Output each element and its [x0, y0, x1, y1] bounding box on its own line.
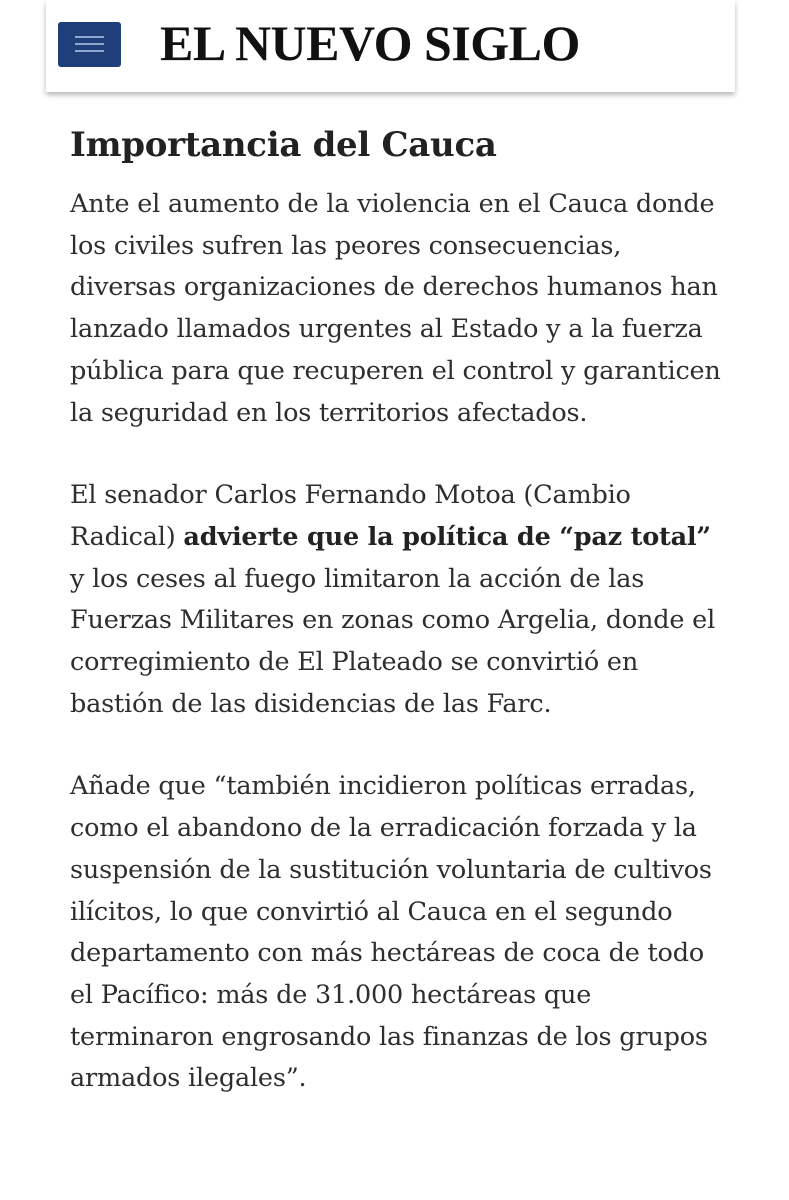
menu-button[interactable]	[58, 22, 121, 67]
page-margin	[0, 0, 46, 1200]
article-body	[70, 118, 730, 1100]
section-heading: Importancia del Cauca	[70, 125, 497, 165]
paragraph-2-text-start: El senador Carlos Fernando Motoa (Cambio Radical)	[70, 480, 631, 552]
article-paragraph-1: Ante el aumento de la violencia en el Cauca donde los civiles sufren las peores consecuencias, diversas organizaciones de derechos humanos han lanzado llamados urgentes al Estado y a la fuerza pública para que recuperen el control y garanticen la seguridad en los territorios afectados.	[70, 189, 721, 428]
article-paragraph-3: Añade que “también incidieron políticas erradas, como el abandono de la erradicación forzada y la suspensión de la sustitución voluntaria de cultivos ilícitos, lo que convirtió al Cauca en el segundo departamento con más hectáreas de coca de todo el Pacífico: más de 31.000 hectáreas que terminaron engrosando las finanzas de los grupos armados ilegales”.	[70, 771, 712, 1094]
site-header	[46, 0, 735, 92]
paragraph-2-text-end: y los ceses al fuego limitaron la acción de las Fuerzas Militares en zonas como Argelia, donde el corregimiento de El Plateado se convirtió en bastión de las disidencias de las Farc.	[70, 563, 716, 719]
hamburger-menu-icon	[75, 36, 104, 38]
paragraph-2-bold-link[interactable]: advierte que la política de “paz total”	[183, 521, 711, 552]
site-logo[interactable]: EL NUEVO SIGLO	[160, 15, 580, 71]
article-paragraph-2	[70, 475, 730, 725]
